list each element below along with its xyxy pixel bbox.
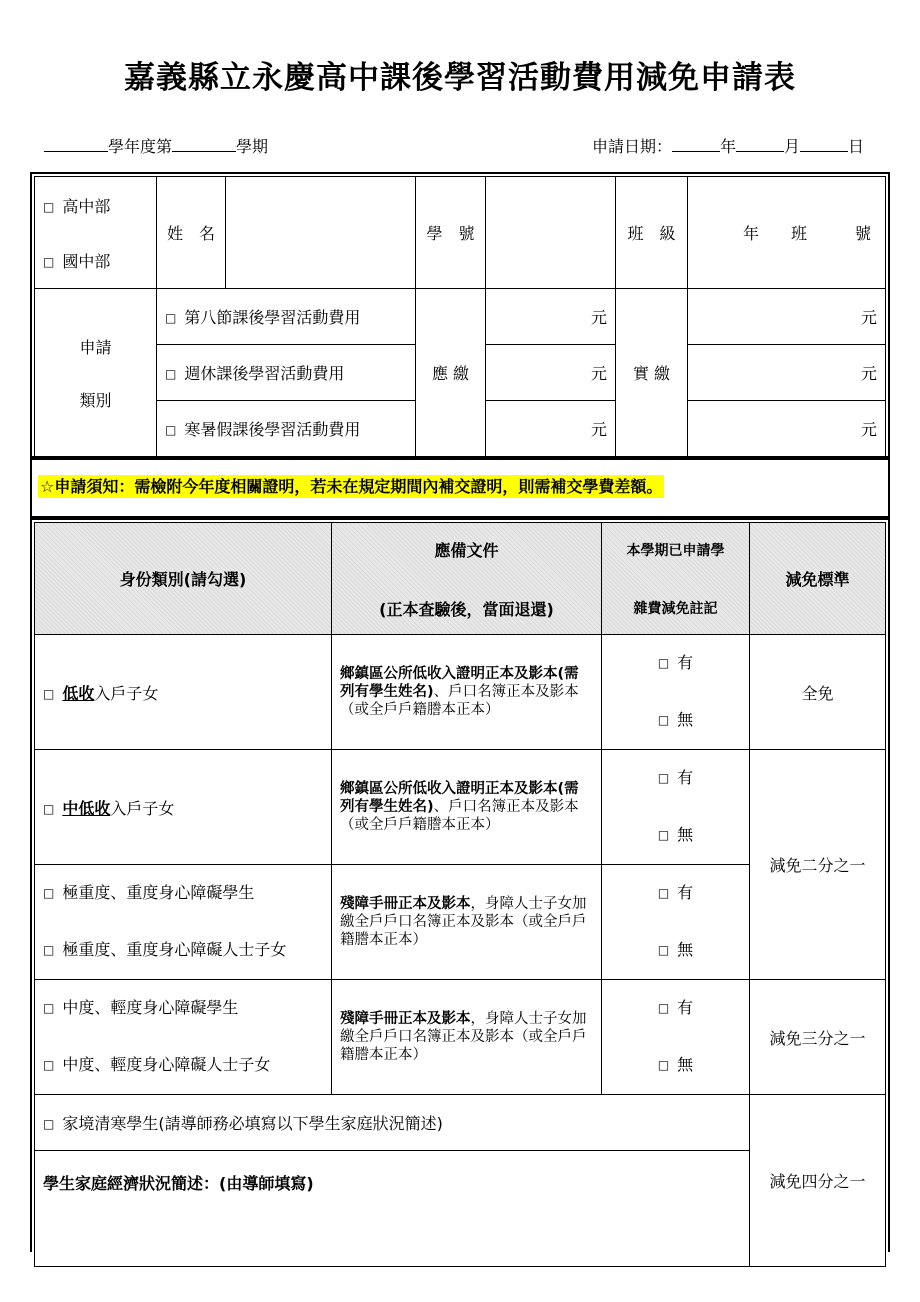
dept-high-label: 高中部 [62,196,111,216]
due-amount-1[interactable]: 元 [486,289,616,345]
yes-label-3: 有 [677,883,694,902]
family-status-label: 學生家庭經濟狀況簡述：(由導師填寫) [43,1174,314,1193]
identity-mid-low-bold: 中低收 [62,798,111,818]
term-label: 學期 [236,137,269,156]
identity-poor-household[interactable] [35,1095,750,1151]
paid-amount-2[interactable]: 元 [688,345,886,401]
applied-mild-disability [602,980,750,1095]
identity-severe-student: 極重度、重度身心障礙學生 [62,883,255,902]
identity-low-income-bold: 低收 [62,683,95,703]
name-label: 姓 名 [157,177,226,289]
name-field[interactable] [226,177,416,289]
due-amount-2[interactable]: 元 [486,345,616,401]
fee-option-1[interactable] [157,289,416,345]
applied-severe-disability [602,865,750,980]
yes-label-1: 有 [677,653,694,672]
checkbox-high[interactable]: □ [43,199,55,214]
docs-mild-rest: ，身障人士子女加繳全戶戶口名簿正本及影本（或全戶戶籍謄本正本） [340,1011,587,1063]
checkbox-yes-2[interactable]: □ [657,771,670,785]
checkbox-mild-child[interactable]: □ [43,1058,55,1072]
identity-mild-disability [35,980,332,1095]
yes-label-2: 有 [677,768,694,787]
docs-severe-rest: ，身障人士子女加繳全戶戶口名簿正本及影本（或全戶戶籍謄本正本） [340,896,587,948]
identity-mild-student: 中度、輕度身心障礙學生 [62,998,239,1017]
standard-half: 減免二分之一 [750,750,886,980]
docs-mild-disability [332,980,602,1095]
checkbox-yes-4[interactable]: □ [657,1001,670,1015]
year-blank[interactable] [44,135,108,152]
standard-third: 減免三分之一 [750,980,886,1095]
checkbox-severe-child[interactable]: □ [43,943,55,957]
student-id-field[interactable] [486,177,616,289]
applied-header [602,523,750,635]
date-year-blank[interactable] [672,135,720,152]
due-label: 應 繳 [416,289,486,457]
fee-label-3: 寒暑假課後學習活動費用 [184,420,361,439]
checkbox-no-1[interactable]: □ [657,713,670,727]
docs-low-income-bold: 鄉鎮區公所低收入證明正本及影本(需列有學生姓名) [340,666,579,700]
month-unit: 月 [784,137,801,156]
identity-mid-low-income[interactable] [35,750,332,865]
docs-mid-low-bold: 鄉鎮區公所低收入證明正本及影本(需列有學生姓名) [340,781,579,815]
date-day-blank[interactable] [800,135,848,152]
apply-type-line1: 申請 [79,337,112,357]
docs-mid-low-rest: 、戶口名簿正本及影本（或全戶戶籍謄本正本） [340,799,579,833]
checkbox-yes-1[interactable]: □ [657,656,670,670]
paid-amount-3[interactable]: 元 [688,401,886,457]
class-label: 班 級 [616,177,688,289]
checkbox-mid-low-income[interactable]: □ [43,801,55,816]
checkbox-low-income[interactable]: □ [43,686,55,701]
year-label: 學年度第 [108,137,173,156]
checkbox-poor-household[interactable]: □ [43,1117,55,1131]
paid-label: 實 繳 [616,289,688,457]
no-label-1: 無 [677,710,694,729]
class-field[interactable]: 年 班 號 [688,177,886,289]
apply-type-label [35,289,157,457]
date-month-blank[interactable] [736,135,784,152]
fee-label-2: 週休課後學習活動費用 [184,364,345,383]
standard-quarter: 減免四分之一 [750,1095,886,1267]
docs-low-income-rest: 、戶口名簿正本及影本（或全戶戶籍謄本正本） [340,684,579,718]
checkbox-no-2[interactable]: □ [657,828,670,842]
docs-header-line1: 應備文件 [434,540,499,560]
checkbox-fee-1[interactable]: □ [165,311,177,325]
poor-household-label: 家境清寒學生(請導師務必填寫以下學生家庭狀況簡述) [62,1114,443,1133]
checkbox-mild-student[interactable]: □ [43,1001,55,1015]
fee-label-1: 第八節課後學習活動費用 [184,308,361,327]
identity-severe-child: 極重度、重度身心障礙人士子女 [62,940,287,959]
term-line [44,134,268,157]
date-label: 申請日期： [592,137,673,156]
family-status-field[interactable] [35,1151,750,1267]
standard-full: 全免 [750,635,886,750]
day-unit: 日 [848,137,865,156]
identity-low-income-rest: 入戶子女 [94,683,159,703]
dept-junior-label: 國中部 [62,251,111,271]
no-label-4: 無 [677,1055,694,1074]
checkbox-fee-2[interactable]: □ [165,367,177,381]
due-amount-3[interactable]: 元 [486,401,616,457]
docs-header [332,523,602,635]
docs-low-income [332,635,602,750]
docs-mild-bold: 殘障手冊正本及影本 [340,1011,471,1027]
checkbox-severe-student[interactable]: □ [43,886,55,900]
checkbox-yes-3[interactable]: □ [657,886,670,900]
applied-low-income [602,635,750,750]
checkbox-no-3[interactable]: □ [657,943,670,957]
no-label-2: 無 [677,825,694,844]
identity-section [30,518,890,1252]
department-cell [35,177,157,289]
identity-severe-disability [35,865,332,980]
date-line [592,134,864,157]
checkbox-fee-3[interactable]: □ [165,423,177,437]
applicant-section [30,172,890,458]
docs-header-line2: (正本查驗後，當面退還) [379,599,554,619]
apply-type-line2: 類別 [79,390,112,410]
identity-header: 身份類別(請勾選) [35,523,332,635]
fee-option-3[interactable] [157,401,416,457]
checkbox-no-4[interactable]: □ [657,1058,670,1072]
fee-option-2[interactable] [157,345,416,401]
standard-header: 減免標準 [750,523,886,635]
yes-label-4: 有 [677,998,694,1017]
docs-mid-low-income [332,750,602,865]
checkbox-junior[interactable]: □ [43,254,55,269]
applied-header-line1: 本學期已申請學 [626,542,725,559]
applied-header-line2: 雜費減免註記 [633,600,718,617]
paid-amount-1[interactable]: 元 [688,289,886,345]
notice-box [30,458,890,518]
applied-mid-low-income [602,750,750,865]
form-title: 嘉義縣立永慶高中課後學習活動費用減免申請表 [124,60,796,96]
identity-low-income[interactable] [35,635,332,750]
docs-severe-disability [332,865,602,980]
identity-mid-low-rest: 入戶子女 [110,798,175,818]
no-label-3: 無 [677,940,694,959]
docs-severe-bold: 殘障手冊正本及影本 [340,896,471,912]
year-unit: 年 [720,137,737,156]
student-id-label: 學 號 [416,177,486,289]
notice-text: ☆申請須知：需檢附今年度相關證明，若未在規定期間內補交證明，則需補交學費差額。 [40,477,663,496]
identity-mild-child: 中度、輕度身心障礙人士子女 [62,1055,271,1074]
term-blank[interactable] [172,135,236,152]
